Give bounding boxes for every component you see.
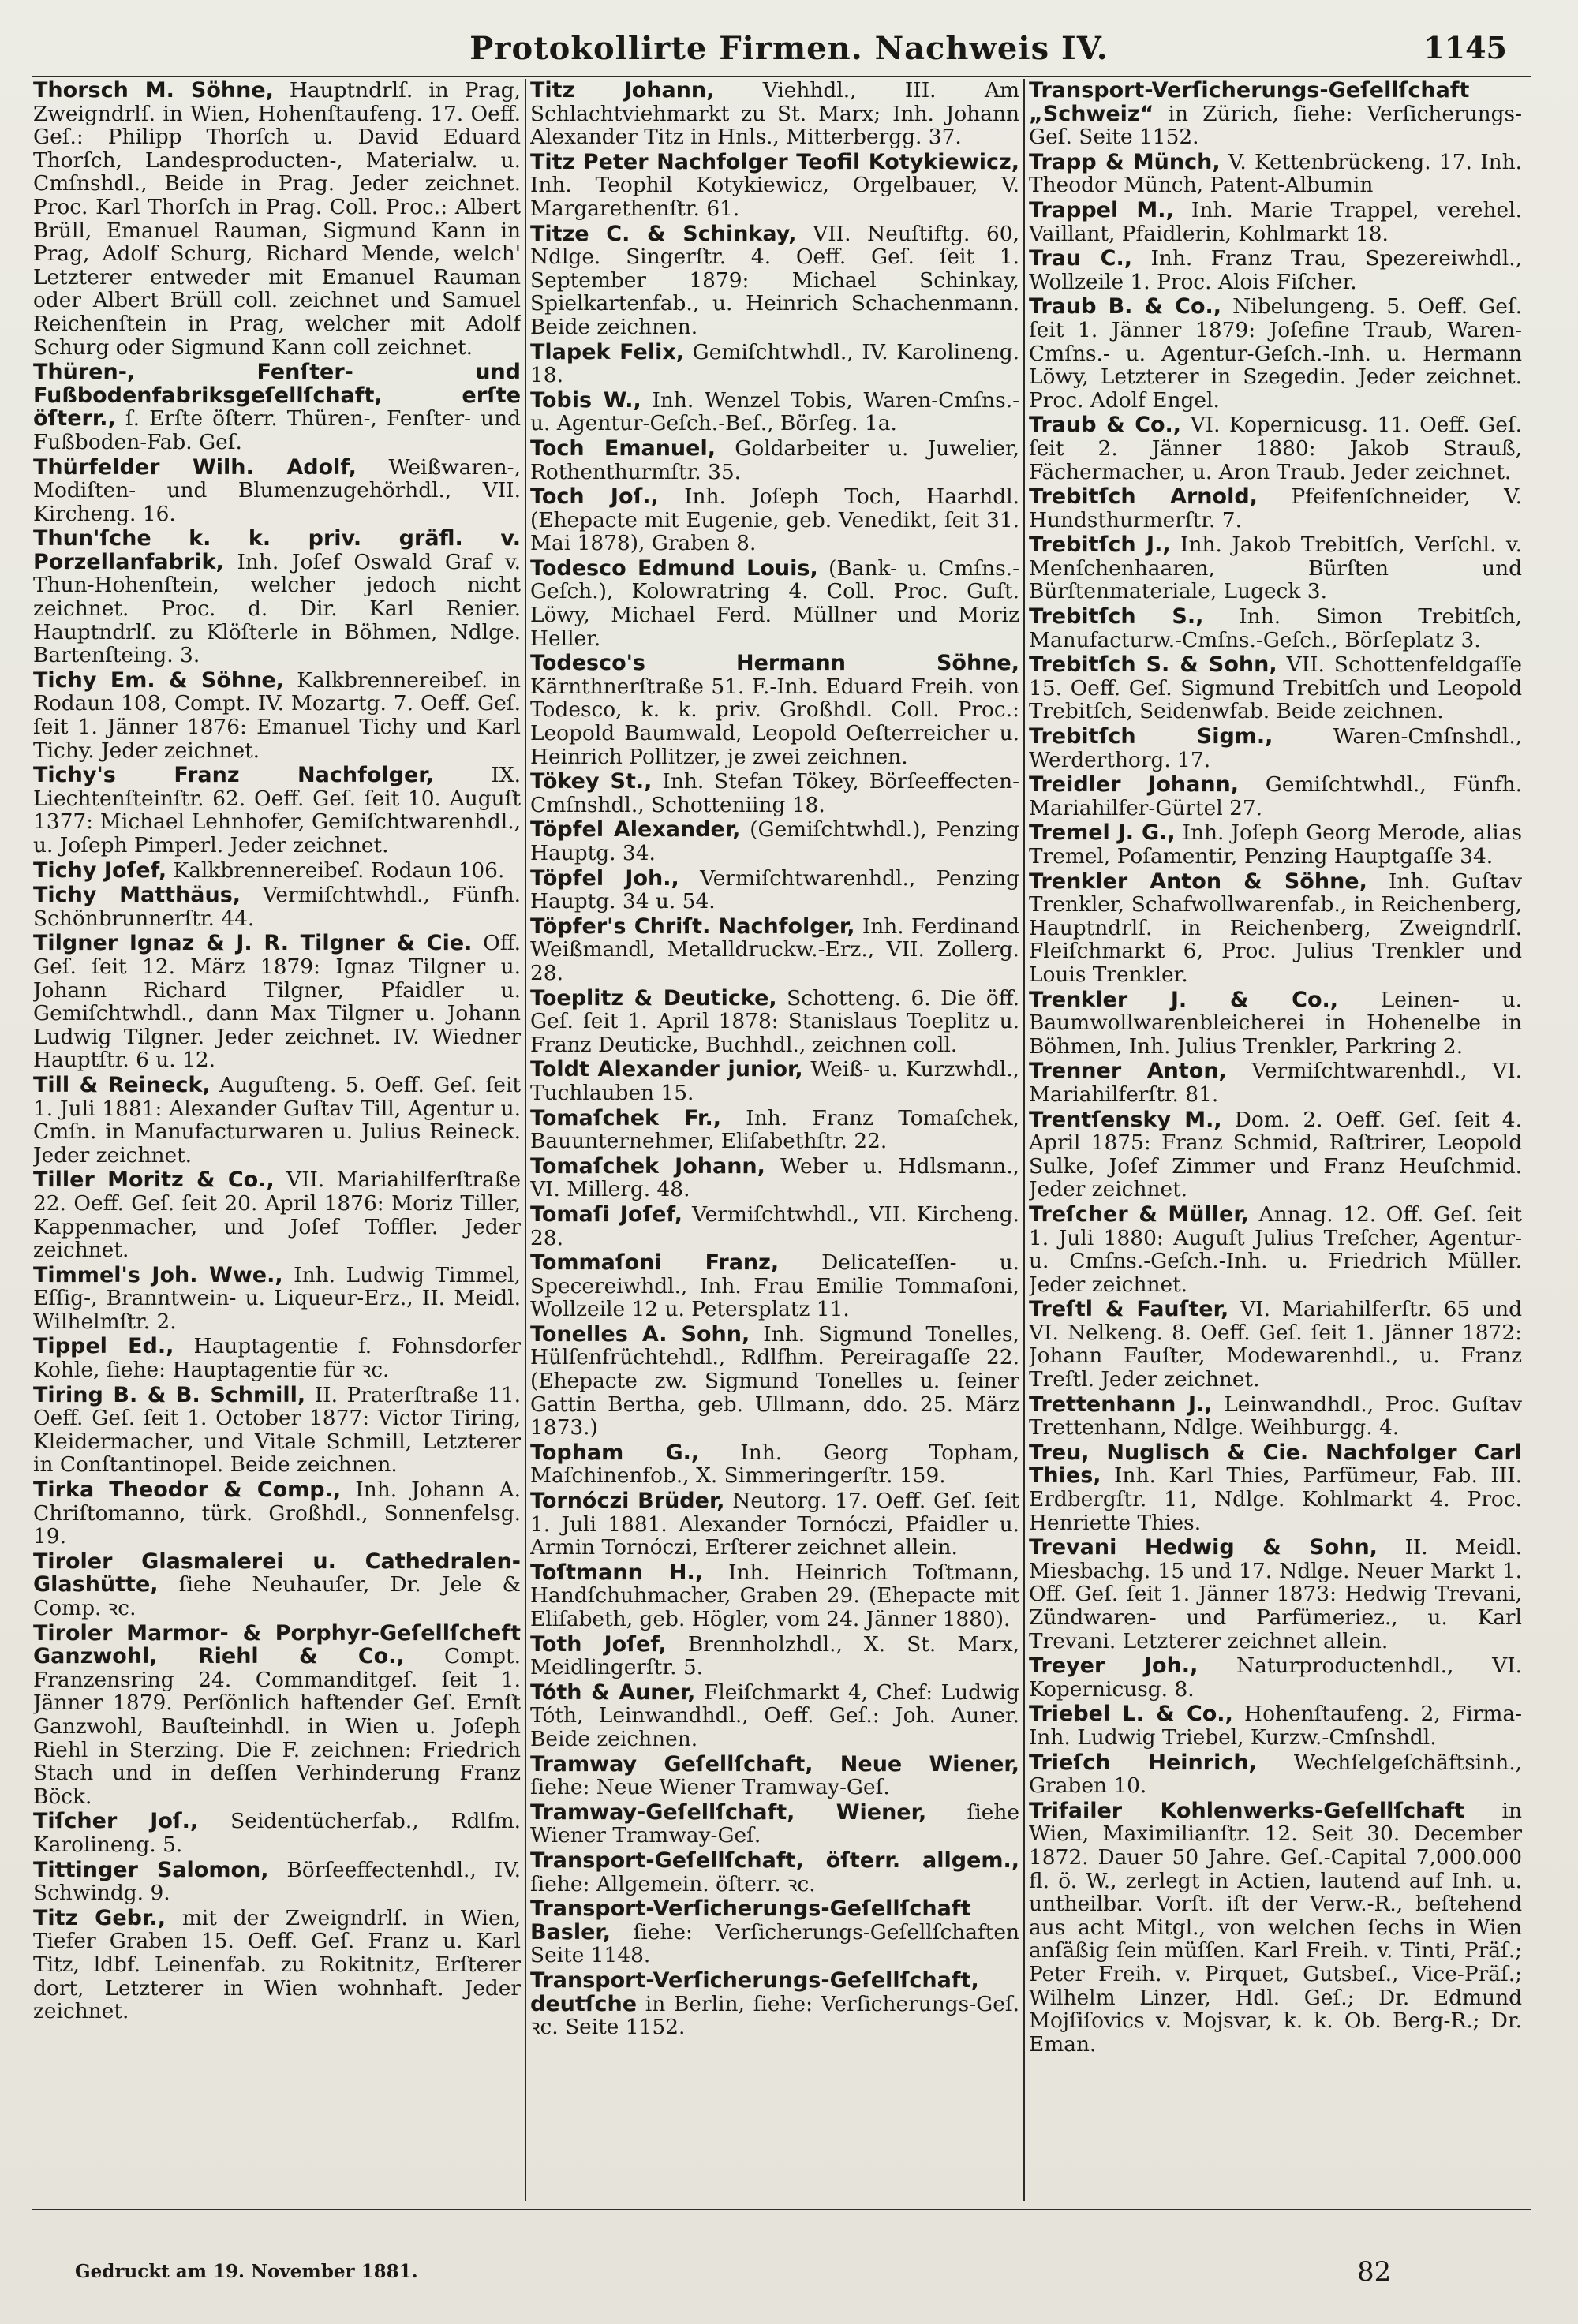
- firm-name: Töpfer's Chriſt. Nachfolger,: [530, 914, 855, 939]
- firm-details: II. Meidl. Miesbachg. 15 und 17. Ndlge. Neuer Markt 1. Off. Geſ. ſeit 1. Jänner 1873: Hedwig Trevani, Zündwaren- und Parfümeriez., u. Karl Trevani. Letzterer zeichnet allein.: [1029, 1535, 1522, 1653]
- firm-details: Hohenſtaufeng. 2, Firma-Inh. Ludwig Triebel, Kurzw.-Cmſnshdl.: [1029, 1702, 1522, 1750]
- footer-rule: [32, 2209, 1531, 2210]
- directory-entry: [530, 1058, 1019, 1104]
- directory-entry: [33, 527, 521, 667]
- directory-entry: [33, 1622, 521, 1809]
- firm-details: Schotteng. 6. Die öff. Geſ. ſeit 1. April 1878: Stanislaus Toeplitz u. Franz Deuticke, Buchhdl., zeichnen coll.: [530, 985, 1019, 1057]
- directory-entry: [33, 1478, 521, 1549]
- firm-details: Inh. Heinrich Toſtmann, Handſchuhmacher, Graben 29. (Ehepacte mit Eliſabeth, geb. Högler, vom 24. Jänner 1880).: [530, 1560, 1019, 1631]
- page-header: [0, 30, 1578, 77]
- directory-entry: [33, 1384, 521, 1477]
- firm-name: Tiring B. & B. Schmill,: [33, 1382, 306, 1407]
- firm-details: Brennholzhdl., X. St. Marx, Meidlingerſtr. 5.: [530, 1631, 1019, 1680]
- firm-details: Wechſelgeſchäftsinh., Graben 10.: [1029, 1750, 1522, 1799]
- directory-entry: [1029, 653, 1522, 723]
- directory-entry: [1029, 199, 1522, 245]
- firm-details: Dom. 2. Oeff. Geſ. ſeit 4. April 1875: Franz Schmid, Raſtrirer, Leopold Sulke, Joſef Zimmer und Franz Heuſchmid. Jeder zeichnet.: [1029, 1107, 1522, 1202]
- firm-name: Treſtl & Fauſter,: [1029, 1297, 1229, 1322]
- firm-details: Inh. Marie Trappel, verehel. Vaillant, Pfaidlerin, Kohlmarkt 18.: [1029, 197, 1522, 246]
- directory-entry: [530, 1897, 1019, 1967]
- firm-details: Börſeeffectenhdl., IV. Schwindg. 9.: [33, 1857, 521, 1906]
- directory-entry: [530, 652, 1019, 768]
- directory-entry: [1029, 870, 1522, 987]
- directory-entry: [530, 1489, 1019, 1560]
- header-rule: [32, 76, 1531, 77]
- firm-name: Triebel L. & Co.,: [1029, 1702, 1233, 1727]
- firm-details: Leinen- u. Baumwollwarenbleicherei in Hohenelbe in Böhmen, Inh. Julius Trenkler, Parkring 2.: [1029, 987, 1522, 1059]
- firm-details: II. Praterſtraße 11. Oeff. Geſ. ſeit 1. October 1877: Victor Tiring, Kleidermacher, und Vitale Schmill, Letzterer in Conſtantinopel. Beide zeichnen.: [33, 1382, 521, 1478]
- firm-details: ſiehe Wiener Tramway-Geſ.: [530, 1799, 1019, 1848]
- firm-name: Trapp & Münch,: [1029, 149, 1221, 174]
- firm-name: Trebitſch J.,: [1029, 532, 1171, 558]
- firm-details: Naturproductenhdl., VI. Kopernicusg. 8.: [1029, 1653, 1522, 1702]
- firm-name: Tobis W.,: [530, 387, 641, 413]
- directory-entry: [1029, 295, 1522, 412]
- firm-name: Tökey St.,: [530, 769, 653, 794]
- firm-name: Thun'ſche k. k. priv. gräfl. v. Porzellanfabrik,: [33, 526, 521, 574]
- firm-name: Tiller Moritz & Co.,: [33, 1168, 275, 1193]
- firm-details: VII. Mariahilferſtraße 22. Oeff. Geſ. ſeit 20. April 1876: Moriz Tiller, Kappenmacher, und Joſef Toffler. Jeder zeichnet.: [33, 1168, 521, 1263]
- firm-name: Tiſcher Joſ.,: [33, 1809, 199, 1834]
- firm-details: Auguſteng. 5. Oeff. Geſ. ſeit 1. Juli 1881: Alexander Guſtav Till, Agentur u. Cmſn. in Manufacturwaren u. Julius Reineck. Jeder zeichnet.: [33, 1072, 521, 1168]
- directory-entry: [33, 859, 521, 883]
- directory-entry: [1029, 725, 1522, 772]
- firm-details: Inh. Wenzel Tobis, Waren-Cmſns.- u. Agentur-Geſch.-Beſ., Börſeg. 1a.: [530, 387, 1019, 436]
- firm-name: Treſcher & Müller,: [1029, 1201, 1249, 1227]
- directory-entry: [1029, 605, 1522, 652]
- firm-name: Trenkler Anton & Söhne,: [1029, 869, 1367, 894]
- firm-name: Till & Reineck,: [33, 1072, 211, 1097]
- directory-entry: [530, 1323, 1019, 1440]
- directory-entry: [1029, 1108, 1522, 1201]
- print-date: Gedruckt am 19. November 1881.: [75, 2261, 418, 2282]
- directory-entry: [530, 1203, 1019, 1250]
- firm-details: in Wien, Maximilianſtr. 12. Seit 30. December 1872. Dauer 50 Jahre. Geſ.-Capital 7,000.000 fl. ö. W., zerlegt in Actien, lautend auf Inh. u. untheilbar. Vorſt. iſt der Verw.-R., beſtehend aus acht Mitgl., von welchen ſechs in Wien anſäßig ſein müſſen. Karl Freih. v. Tinti, Präſ.; Peter Freih. v. Pirquet, Gutsbeſ., Vice-Präſ.; Wilhelm Linzer, Hdl. Geſ.; Dr. Edmund Mojſiſovics v. Mojsvar, k. k. Ob. Berg-R.; Dr. Eman.: [1029, 1798, 1522, 2057]
- directory-entry: [1029, 1536, 1522, 1653]
- firm-name: Trieſch Heinrich,: [1029, 1750, 1257, 1775]
- firm-name: Trappel M.,: [1029, 197, 1174, 222]
- firm-details: Inh. Joſeph Toch, Haarhdl. (Ehepacte mit Eugenie, geb. Venedikt, ſeit 31. Mai 1878), Graben 8.: [530, 484, 1019, 556]
- directory-entry: [530, 1849, 1019, 1896]
- directory-entry: [1029, 1654, 1522, 1701]
- directory-entry: [1029, 151, 1522, 197]
- firm-details: Kärnthnerſtraße 51. F.-Inh. Eduard Freih. von Todesco, k. k. priv. Großhdl. Coll. Proc.: Leopold Baumwald, Leopold Oeſterreicher u. Heinrich Pollitzer, je zwei zeichnen.: [530, 674, 1019, 769]
- column-divider-2: [1023, 79, 1025, 2201]
- column-middle: [530, 79, 1019, 2201]
- directory-entry: [1029, 1203, 1522, 1296]
- firm-name: Treu, Nuglisch & Cie. Nachfolger Carl Thies,: [1029, 1440, 1522, 1489]
- directory-entry: [1029, 413, 1522, 484]
- firm-name: Treyer Joh.,: [1029, 1653, 1198, 1679]
- firm-details: Pfeifenſchneider, V. Hundsthurmerſtr. 7.: [1029, 484, 1522, 532]
- firm-details: Inh. Simon Trebitſch, Manufacturw.-Cmſns.-Geſch., Börſeplatz 3.: [1029, 604, 1522, 652]
- directory-entry: [530, 557, 1019, 650]
- directory-entry: [1029, 533, 1522, 603]
- firm-name: Titz Peter Nachfolger Teofil Kotykiewicz,: [530, 149, 1019, 174]
- firm-name: Transport-Verſicherungs-Geſellſchaft „Schweiz“: [1029, 79, 1470, 126]
- firm-details: mit der Zweigndrlſ. in Wien, Tiefer Graben 15. Oeff. Geſ. Franz u. Karl Titz, ldbf. Leinenfab. zu Rokitnitz, Erſterer dort, Letzterer in Wien wohnhaft. Jeder zeichnet.: [33, 1905, 521, 2024]
- firm-details: (Gemiſchtwhdl.), Penzing Hauptg. 34.: [530, 817, 1019, 865]
- directory-entry: [530, 1801, 1019, 1848]
- firm-details: Inh. Franz Trau, Spezereiwhdl., Wollzeile 1. Proc. Alois Fiſcher.: [1029, 246, 1522, 294]
- firm-name: Trettenhann J.,: [1029, 1392, 1213, 1417]
- firm-name: Trenkler J. & Co.,: [1029, 987, 1339, 1012]
- directory-entry: [530, 867, 1019, 914]
- firm-details: Annag. 12. Off. Geſ. ſeit 1. Juli 1880: Auguſt Julius Treſcher, Agentur- u. Cmſns.-Geſch.-Inh. u. Friedrich Müller. Jeder zeichnet.: [1029, 1201, 1522, 1297]
- firm-details: in Berlin, ſiehe: Verſicherungs-Geſ. ꝛc. Seite 1152.: [530, 1991, 1019, 2040]
- page-number: 1145: [1423, 30, 1507, 65]
- firm-details: Vermiſchtwhdl., VII. Kircheng. 28.: [530, 1201, 1019, 1250]
- firm-details: Weiß- u. Kurzwhdl., Tuchlauben 15.: [530, 1057, 1019, 1105]
- directory-entry: [530, 1251, 1019, 1321]
- firm-name: Trau C.,: [1029, 246, 1132, 271]
- firm-details: Inh. Sigmund Tonelles, Hülſenfrüchtehdl., Rdlfhm. Pereiragaſſe 22. (Ehepacte zw. Sigmund Tonelles u. ſeiner Gattin Bertha, geb. Ullmann, ddo. 25. März 1873.): [530, 1321, 1019, 1440]
- firm-details: Nibelungeng. 5. Oeff. Geſ. ſeit 1. Jänner 1879: Joſefine Traub, Waren-Cmſns.- u. Agentur-Geſch.-Inh. u. Hermann Löwy, Letzterer in Szegedin. Jeder zeichnet. Proc. Adolf Engel.: [1029, 294, 1522, 413]
- directory-entry: [530, 1561, 1019, 1631]
- firm-details: Inh. Karl Thies, Parfümeur, Fab. III. Erdbergſtr. 11, Ndlge. Kohlmarkt 4. Proc. Henriette Thies.: [1029, 1463, 1522, 1535]
- firm-name: Tittinger Salomon,: [33, 1857, 269, 1882]
- firm-details: ſiehe Neuhauſer, Dr. Jele & Comp. ꝛc.: [33, 1572, 521, 1620]
- firm-name: Timmel's Joh. Wwe.,: [33, 1262, 283, 1287]
- firm-name: Tichy Matthäus,: [33, 883, 241, 908]
- directory-entry: [33, 932, 521, 1072]
- directory-entry: [33, 1264, 521, 1334]
- firm-details: IX. Liechtenſteinſtr. 62. Oeff. Geſ. ſeit 10. Auguſt 1377: Michael Lehnhofer, Gemiſchtwarenhdl., u. Joſeph Pimperl. Jeder zeichnet.: [33, 763, 521, 857]
- firm-name: Tramway-Geſellſchaft, Wiener,: [530, 1799, 927, 1825]
- firm-name: Traub B. & Co.,: [1029, 294, 1222, 319]
- firm-details: VI. Kopernicusg. 11. Oeff. Geſ. ſeit 2. Jänner 1880: Jakob Strauß, Fächermacher, u. Aron Traub. Jeder zeichnet.: [1029, 413, 1522, 484]
- directory-entry: [530, 341, 1019, 387]
- firm-name: Tirka Theodor & Comp.,: [33, 1478, 342, 1503]
- firm-name: Tippel Ed.,: [33, 1334, 174, 1359]
- firm-details: Weißwaren-, Modiſten- und Blumenzugehörhdl., VII. Kircheng. 16.: [33, 454, 521, 526]
- firm-name: Transport-Verſicherungs-Geſellſchaft, deutſche: [530, 1967, 979, 2016]
- firm-name: Toch Emanuel,: [530, 435, 716, 461]
- directory-entry: [33, 1810, 521, 1856]
- firm-details: Seidentücherfab., Rdlfm. Karolineng. 5.: [33, 1809, 521, 1857]
- firm-name: Tiroler Glasmalerei u. Cathedralen-Glashütte,: [33, 1549, 521, 1597]
- firm-name: Titz Johann,: [530, 79, 715, 103]
- directory-entry: [1029, 1799, 1522, 2057]
- firm-name: Tichy's Franz Nachfolger,: [33, 763, 434, 788]
- firm-name: Toth Joſef,: [530, 1631, 667, 1657]
- firm-details: Inh. Stefan Tökey, Börſeeffecten-Cmſnshdl., Schotteniing 18.: [530, 769, 1019, 817]
- firm-details: Kalkbrennereibeſ. in Rodaun 108, Compt. IV. Mozartg. 7. Oeff. Geſ. ſeit 1. Jänner 1876: Emanuel Tichy und Karl Tichy. Jeder zeichnet.: [33, 667, 521, 763]
- directory-entry: [33, 1335, 521, 1381]
- firm-details: Off. Geſ. ſeit 12. März 1879: Ignaz Tilgner u. Johann Richard Tilgner, Pfaidler u. Gemiſchtwhdl., dann Max Tilgner u. Johann Ludwig Tilgner. Jeder zeichnet. IV. Wiedner Hauptſtr. 6 u. 12.: [33, 931, 521, 1073]
- directory-entry: [530, 1633, 1019, 1679]
- firm-details: Delicateſſen- u. Specereiwhdl., Inh. Frau Emilie Tommaſoni, Wollzeile 12 u. Petersplatz 11.: [530, 1250, 1019, 1322]
- directory-entry: [530, 1681, 1019, 1751]
- firm-details: Inh. Ferdinand Weißmandl, Metalldruckw.-Erz., VII. Zollerg. 28.: [530, 914, 1019, 985]
- directory-entry: [530, 915, 1019, 985]
- firm-name: Trebitſch Sigm.,: [1029, 724, 1273, 749]
- firm-details: in Zürich, ſiehe: Verſicherungs-Geſ. Seite 1152.: [1029, 101, 1522, 150]
- directory-entry: [1029, 1298, 1522, 1391]
- firm-name: Thüren-, Fenſter- und Fußbodenfabriksgeſellſchaft, erſte öſterr.,: [33, 360, 521, 432]
- firm-details: Vermiſchtwarenhdl., VI. Mariahilferſtr. 81.: [1029, 1059, 1522, 1107]
- firm-name: Toldt Alexander junior,: [530, 1057, 803, 1082]
- firm-details: ſiehe: Allgemein. öſterr. ꝛc.: [530, 1871, 816, 1896]
- firm-details: Compt. Franzensring 24. Commanditgeſ. ſeit 1. Jänner 1879. Perſönlich haftender Geſ. Ernſt Ganzwohl, Bauſteinhdl. in Wien u. Joſeph Riehl in Sterzing. Die F. zeichnen: Friedrich Stach und in deſſen Verhinderung Franz Böck.: [33, 1644, 521, 1809]
- firm-name: Tomaſchek Johann,: [530, 1153, 765, 1179]
- firm-name: Töpfel Joh.,: [530, 865, 679, 891]
- directory-entry: [33, 1074, 521, 1167]
- directory-entry: [1029, 821, 1522, 868]
- directory-entry: [1029, 1441, 1522, 1534]
- column-right: [1029, 79, 1522, 2201]
- firm-name: Tlapek Felix,: [530, 339, 685, 364]
- directory-entry: [33, 1550, 521, 1620]
- firm-details: Waren-Cmſnshdl., Werderthorg. 17.: [1029, 724, 1522, 772]
- page-title: Protokollirte Firmen. Nachweis IV.: [469, 30, 1109, 67]
- directory-entry: [530, 987, 1019, 1057]
- firm-name: Transport-Verſicherungs-Geſellſchaft Basler,: [530, 1896, 971, 1945]
- directory-entry: [33, 1168, 521, 1261]
- firm-details: Gemiſchtwhdl., IV. Karolineng. 18.: [530, 339, 1019, 388]
- firm-details: (Bank- u. Cmſns.-Geſch.), Kolowratring 4. Coll. Proc. Guſt. Löwy, Michael Ferd. Müllner und Moriz Heller.: [530, 555, 1019, 651]
- firm-name: Trebitſch Arnold,: [1029, 484, 1258, 510]
- firm-name: Titz Gebr.,: [33, 1905, 166, 1930]
- firm-name: Trentſensky M.,: [1029, 1107, 1222, 1132]
- firm-name: Topham G.,: [530, 1440, 700, 1465]
- directory-entry: [1029, 247, 1522, 293]
- firm-details: Inh. Teophil Kotykiewicz, Orgelbauer, V. Margarethenſtr. 61.: [530, 173, 1019, 221]
- directory-entry: [530, 151, 1019, 221]
- firm-details: Inh. Ludwig Timmel, Eſſig-, Branntwein- u. Liqueur-Erz., II. Meidl. Wilhelmſtr. 2.: [33, 1262, 521, 1334]
- firm-details: V. Kettenbrückeng. 17. Inh. Theodor Münch, Patent-Albumin: [1029, 149, 1522, 198]
- firm-name: Thürfelder Wilh. Adolf,: [33, 454, 357, 480]
- firm-name: Thorsch M. Söhne,: [33, 79, 274, 103]
- directory-entry: [530, 437, 1019, 484]
- directory-entry: [530, 79, 1019, 149]
- directory-entry: [530, 1107, 1019, 1153]
- firm-details: Goldarbeiter u. Juwelier, Rothenthurmſtr. 35.: [530, 435, 1019, 484]
- firm-details: Vermiſchtwarenhdl., Penzing Hauptg. 34 u. 54.: [530, 865, 1019, 914]
- firm-details: Leinwandhdl., Proc. Guſtav Trettenhann, Ndlge. Weihburgg. 4.: [1029, 1392, 1522, 1440]
- firm-details: Kalkbrennereibeſ. Rodaun 106.: [166, 857, 505, 883]
- firm-details: Inh. Joſeph Georg Merode, alias Tremel, Poſamentir, Penzing Hauptgaſſe 34.: [1029, 820, 1522, 869]
- page-footer: [0, 2256, 1578, 2288]
- firm-details: Viehhdl., III. Am Schlachtviehmarkt zu St. Marx; Inh. Johann Alexander Titz in Hnls., Mitterbergg. 37.: [530, 79, 1019, 150]
- firm-name: Tomaſchek Fr.,: [530, 1105, 721, 1130]
- directory-entry: [1029, 1702, 1522, 1749]
- column-left: [33, 79, 521, 2201]
- firm-details: Inh. Joſef Oswald Graf v. Thun-Hohenſtein, welcher jedoch nicht zeichnet. Proc. d. Dir. Karl Renier. Hauptndrlſ. zu Klöſterle in Böhmen, Ndlge. Bartenſteing. 3.: [33, 549, 521, 668]
- directory-entry: [530, 770, 1019, 816]
- firm-name: Töpfel Alexander,: [530, 817, 741, 843]
- firm-name: Transport-Geſellſchaft, öſterr. allgem.,: [530, 1848, 1019, 1873]
- directory-entry: [1029, 1751, 1522, 1798]
- firm-details: VI. Mariahilferſtr. 65 und VI. Nelkeng. 8. Oeff. Geſ. ſeit 1. Jänner 1872: Johann Fauſter, Modewarenhdl., u. Franz Treſtl. Jeder zeichnet.: [1029, 1297, 1522, 1392]
- firm-name: Todesco Edmund Louis,: [530, 555, 818, 581]
- directory-entry: [1029, 1059, 1522, 1106]
- firm-name: Treidler Johann,: [1029, 772, 1240, 798]
- directory-entry: [530, 818, 1019, 865]
- directory-entry: [530, 1969, 1019, 2039]
- firm-details: Hauptagentie f. Fohnsdorfer Kohle, ſiehe: Hauptagentie für ꝛc.: [33, 1334, 521, 1383]
- firm-name: Tichy Joſef,: [33, 857, 167, 883]
- firm-name: Todesco's Hermann Söhne,: [530, 651, 1019, 676]
- firm-details: Weber u. Hdlsmann., VI. Millerg. 48.: [530, 1153, 1019, 1202]
- directory-entry: [530, 1155, 1019, 1201]
- firm-details: Inh. Jakob Trebitſch, Verſchl. v. Menſchenhaaren, Bürſten und Bürſtenmateriale, Lugeck 3.: [1029, 532, 1522, 604]
- firm-details: Inh. Johann A. Chriſtomanno, türk. Großhdl., Sonnenfelsg. 19.: [33, 1478, 521, 1549]
- firm-details: ſiehe: Neue Wiener Tramway-Geſ.: [530, 1775, 890, 1800]
- firm-name: Tomaſi Joſef,: [530, 1201, 682, 1227]
- firm-details: Inh. Georg Topham, Maſchinenfob., X. Simmeringerſtr. 159.: [530, 1440, 1019, 1489]
- firm-name: Tiroler Marmor- & Porphyr-Geſellſcheft Ganzwohl, Riehl & Co.,: [33, 1620, 521, 1669]
- firm-details: VII. Schottenfeldgaſſe 15. Oeff. Geſ. Sigmund Trebitſch und Leopold Trebitſch, Seidenwfab. Beide zeichnen.: [1029, 652, 1522, 724]
- firm-name: Toeplitz & Deuticke,: [530, 985, 777, 1011]
- firm-name: Tramway Geſellſchaft, Neue Wiener,: [530, 1751, 1019, 1777]
- directory-entry: [33, 669, 521, 762]
- firm-name: Trebitſch S. & Sohn,: [1029, 652, 1277, 678]
- directory-entry: [530, 1753, 1019, 1799]
- firm-name: Traub & Co.,: [1029, 413, 1182, 438]
- firm-name: Trenner Anton,: [1029, 1059, 1227, 1084]
- directory-entry: [33, 361, 521, 454]
- signature-mark: 82: [1357, 2256, 1392, 2288]
- firm-name: Tornóczi Brüder,: [530, 1489, 725, 1514]
- directory-entry: [1029, 79, 1522, 149]
- firm-name: Tichy Em. & Söhne,: [33, 667, 284, 693]
- directory-entry: [530, 485, 1019, 555]
- firm-name: Toſtmann H.,: [530, 1560, 704, 1585]
- firm-details: ſiehe: Verſicherungs-Geſellſchaften Seite 1148.: [530, 1919, 1019, 1968]
- directory-entry: [530, 1441, 1019, 1488]
- firm-name: Tonelles A. Sohn,: [530, 1321, 750, 1347]
- directory-entry: [33, 79, 521, 359]
- firm-details: Fleiſchmarkt 4, Chef: Ludwig Tóth, Leinwandhdl., Oeff. Geſ.: Joh. Auner. Beide zeichnen.: [530, 1679, 1019, 1751]
- firm-name: Toch Joſ.,: [530, 484, 659, 510]
- firm-details: Neutorg. 17. Oeff. Geſ. ſeit 1. Juli 1881. Alexander Tornóczi, Pfaidler u. Armin Tornóczi, Erſterer zeichnet allein.: [530, 1489, 1019, 1560]
- firm-details: Inh. Guſtav Trenkler, Schafwollwarenfab., in Reichenberg, Hauptndrlſ. in Reichenberg, Zweigndrlſ. Fleiſchmarkt 6, Proc. Julius Trenkler und Louis Trenkler.: [1029, 869, 1522, 987]
- firm-name: Tilgner Ignaz & J. R. Tilgner & Cie.: [33, 931, 473, 956]
- directory-entry: [1029, 773, 1522, 820]
- directory-entry: [530, 389, 1019, 435]
- firm-details: ſ. Erſte öſterr. Thüren-, Fenſter- und Fußboden-Fab. Geſ.: [33, 406, 521, 454]
- directory-entry: [33, 456, 521, 526]
- firm-details: Inh. Franz Tomaſchek, Bauunternehmer, Eliſabethſtr. 22.: [530, 1105, 1019, 1154]
- firm-details: Hauptndrlſ. in Prag, Zweigndrlſ. in Wien, Hohenſtaufeng. 17. Oeff. Geſ.: Philipp Thorſch u. David Eduard Thorſch, Landesproducten-, Materialw. u. Cmſnshdl., Beide in Prag. Jeder zeichnet. Proc. Karl Thorſch in Prag. Coll. Proc.: Albert Brüll, Emanuel Rauman, Sigmund Kann in Prag, Adolf Schurg, Richard Mende, welch' Letzterer entweder mit Emanuel Rauman oder Albert Brüll coll. zeichnet und Samuel Reichenſtein in Prag, welcher mit Adolf Schurg oder Sigmund Kann coll zeichnet.: [33, 79, 521, 360]
- firm-name: Tremel J. G.,: [1029, 820, 1176, 846]
- firm-details: Vermiſchtwhdl., Fünfh. Schönbrunnerſtr. 44.: [33, 883, 521, 931]
- firm-name: Trifailer Kohlenwerks-Geſellſchaft: [1029, 1798, 1465, 1823]
- firm-name: Titze C. & Schinkay,: [530, 221, 797, 246]
- directory-entry: [33, 1859, 521, 1905]
- firm-name: Trevani Hedwig & Sohn,: [1029, 1535, 1378, 1560]
- firm-name: Tóth & Auner,: [530, 1679, 696, 1705]
- firm-details: VII. Neuſtiftg. 60, Ndlge. Singerſtr. 4. Oeff. Geſ. ſeit 1. September 1879: Michael Schinkay, Spielkartenfab., u. Heinrich Schachenmann. Beide zeichnen.: [530, 221, 1019, 339]
- directory-entry: [33, 884, 521, 930]
- directory-entry: [33, 764, 521, 857]
- directory-entry: [33, 1907, 521, 2023]
- firm-details: Gemiſchtwhdl., Fünfh. Mariahilfer-Gürtel 27.: [1029, 772, 1522, 820]
- column-divider-1: [525, 79, 526, 2201]
- directory-entry: [1029, 485, 1522, 532]
- directory-entry: [530, 222, 1019, 339]
- firm-name: Trebitſch S.,: [1029, 604, 1204, 630]
- firm-name: Tommaſoni Franz,: [530, 1250, 780, 1276]
- directory-entry: [1029, 1393, 1522, 1440]
- directory-entry: [1029, 988, 1522, 1059]
